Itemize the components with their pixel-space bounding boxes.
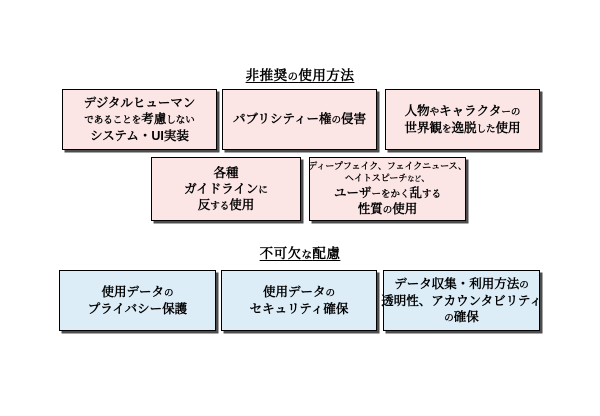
box-text-line-small: ディープフェイク、フェイクニュース、 <box>308 161 467 172</box>
box-text-line: データ収集・利用方法の <box>394 277 529 292</box>
box-text-line: であることを考慮しない <box>84 112 195 127</box>
box-out-of-character-use <box>385 89 540 150</box>
box-text-line: プライバシー保護 <box>87 301 188 316</box>
section-title-essential-considerations: 不可欠な配慮 <box>259 246 341 261</box>
box-text-line: 透明性、アカウンタビリティ <box>381 293 542 308</box>
box-text-line: 反する使用 <box>197 198 255 212</box>
box-text-line: セキュリティ確保 <box>249 301 349 316</box>
box-text-line: の確保 <box>444 309 479 324</box>
box-text-line: 世界観を逸脱した使用 <box>404 120 521 135</box>
box-text-line: 使用データの <box>262 285 336 300</box>
box-text-line: 人物やキャラクターの <box>404 104 521 119</box>
box-publicity-rights-infringement <box>222 89 377 150</box>
box-data-security <box>221 270 377 331</box>
box-transparency-accountability <box>383 270 540 331</box>
box-text-line-small: ヘイトスピーチなど、 <box>344 172 431 183</box>
box-text-line: 性質の使用 <box>357 201 418 216</box>
box-text-line: 各種 <box>213 165 239 180</box>
box-text-line: システム・UI実装 <box>90 128 189 143</box>
box-text-line: パブリシティー権の侵害 <box>232 112 367 127</box>
box-text-line: ガイドラインに <box>184 181 268 196</box>
box-digital-human-system-ui <box>62 89 217 150</box>
section-title-deprecated-usage: 非推奨の使用方法 <box>245 68 355 83</box>
box-data-privacy-protection <box>59 270 216 331</box>
box-text-line: 使用データの <box>101 285 174 300</box>
box-against-guidelines <box>151 157 301 221</box>
box-text-line: ユーザーをかく乱する <box>333 185 442 200</box>
box-user-disrupting-use <box>309 157 466 221</box>
box-text-line: デジタルヒューマン <box>83 96 196 111</box>
